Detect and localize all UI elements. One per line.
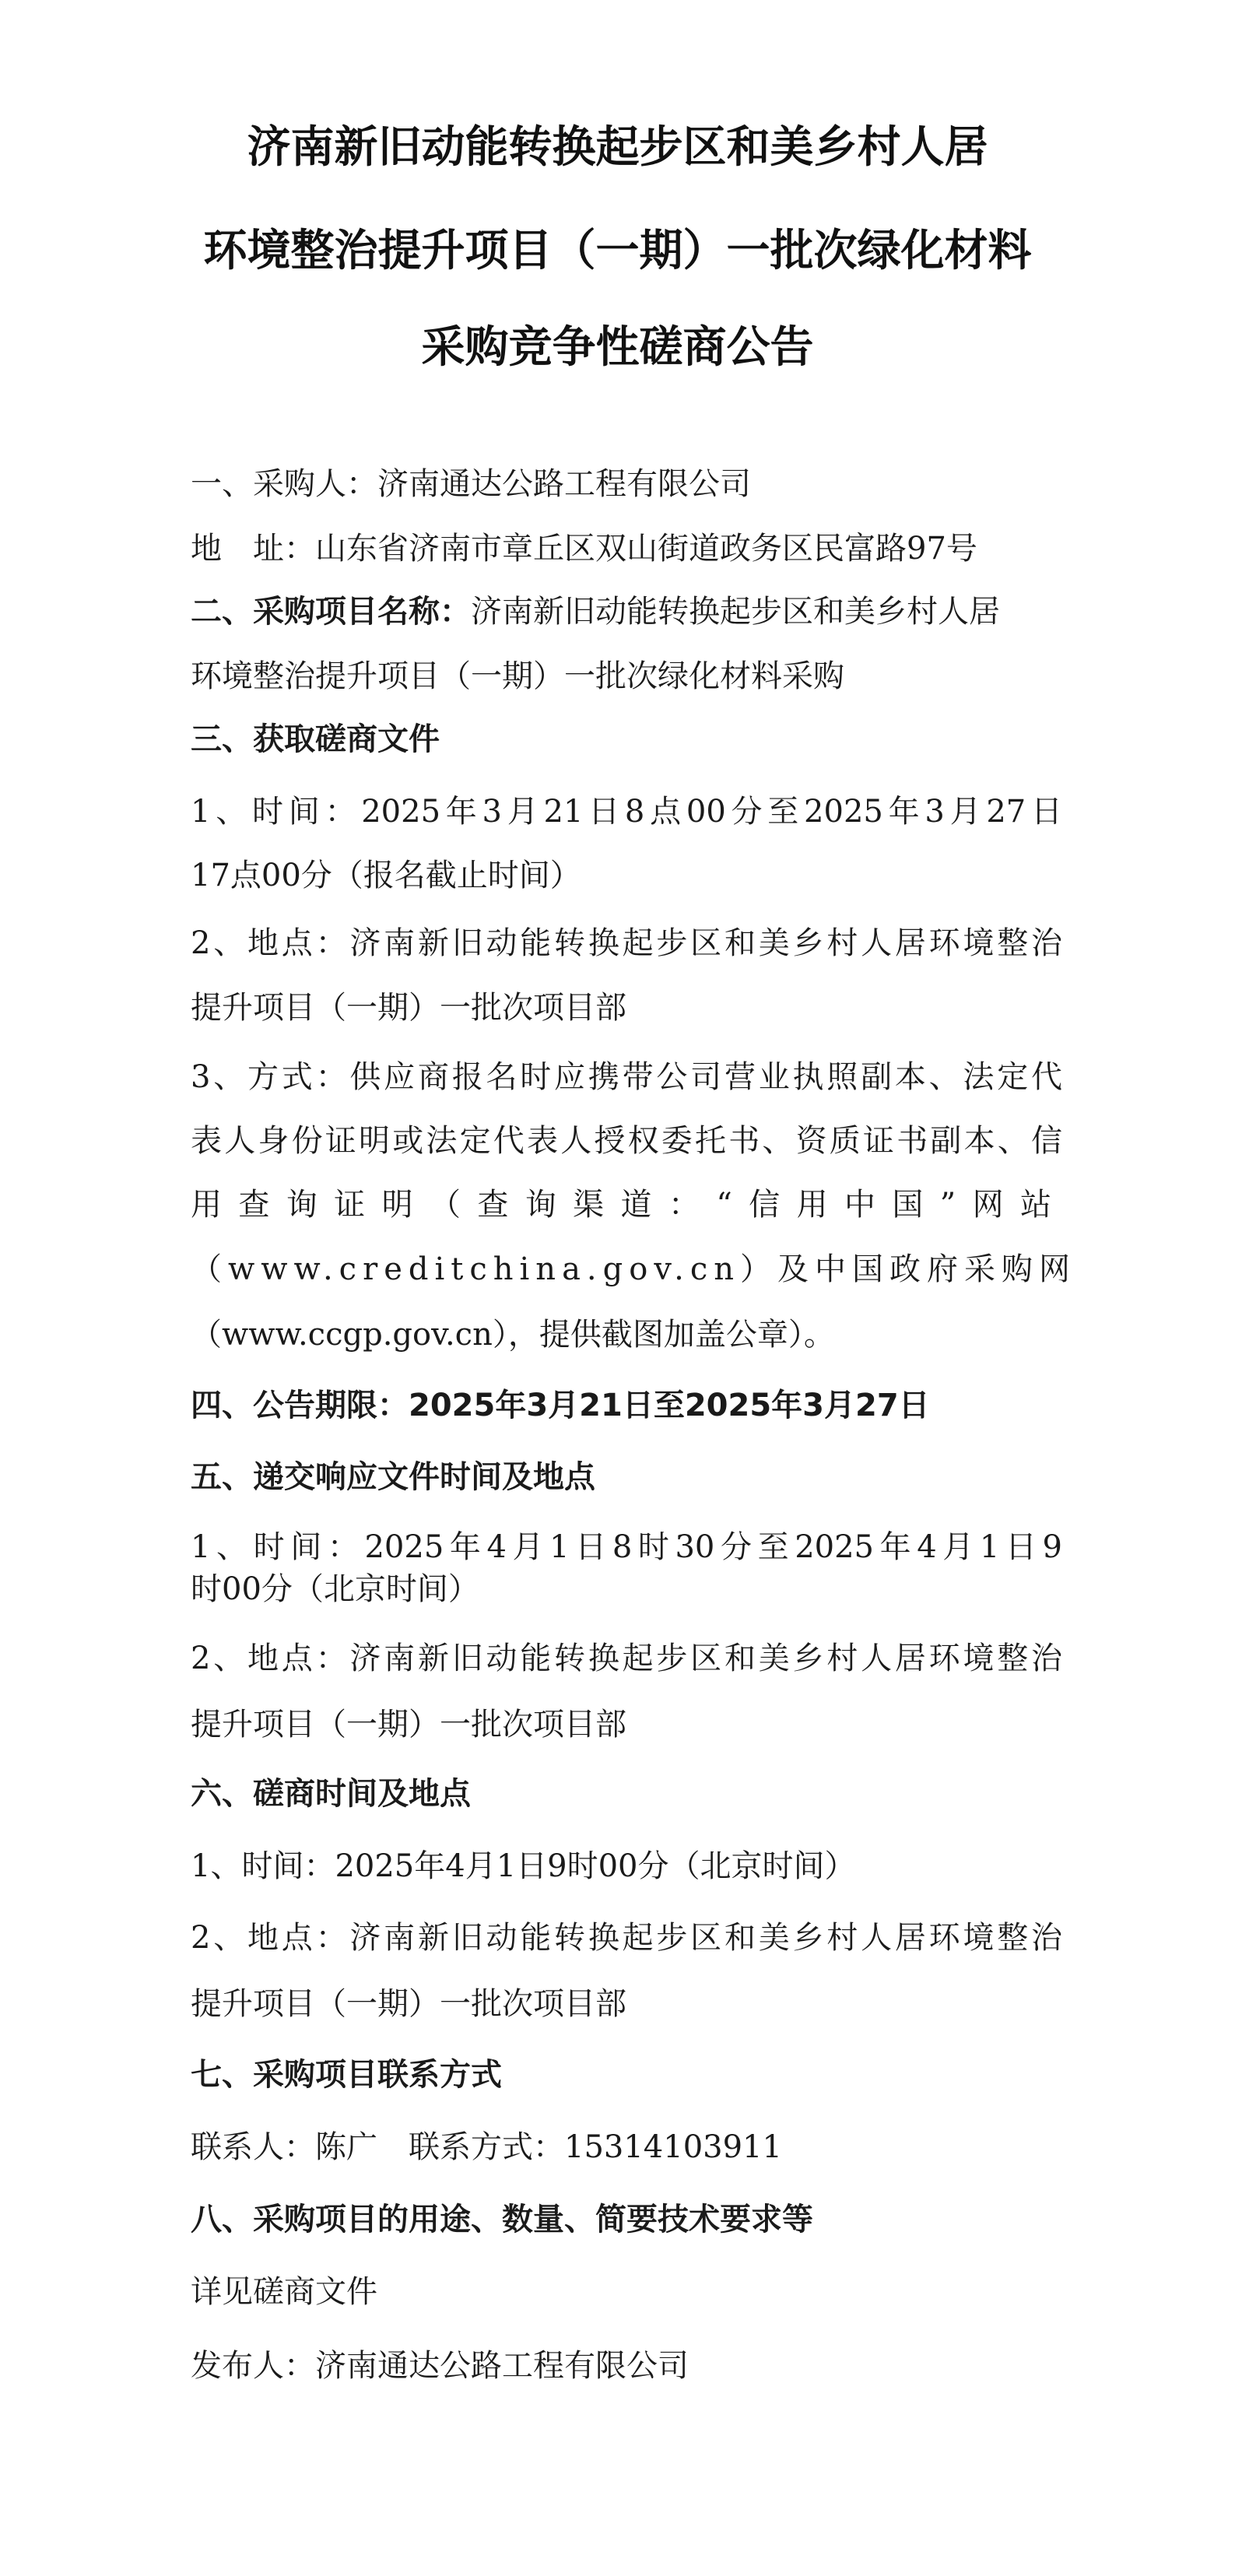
obtain-method-line-1: 3、方式：供应商报名时应携带公司营业执照副本、法定代 [191,1059,1062,1095]
section-submission-heading: 五、递交响应文件时间及地点 [191,1459,595,1495]
publisher-line: 发布人：济南通达公路工程有限公司 [191,2348,689,2384]
purchaser-line [191,462,1062,506]
section-requirements-heading: 八、采购项目的用途、数量、简要技术要求等 [191,2202,813,2237]
obtain-time-line-1: 1、时间：2025年3月21日8点00分至2025年3月27日 [191,794,1062,830]
obtain-method-line-4: （www.creditchina.gov.cn）及中国政府采购网 [191,1251,1077,1287]
section-negotiation-heading: 六、磋商时间及地点 [191,1776,471,1812]
obtain-place-line-2: 提升项目（一期）一批次项目部 [191,990,626,1026]
negotiation-place-line-2: 提升项目（一期）一批次项目部 [191,1986,626,2022]
notice-period-label: 四、公告期限： [191,1388,409,1423]
project-name-line-2: 环境整治提升项目（一期）一批次绿化材料采购 [191,658,844,694]
section-contact-heading: 七、采购项目联系方式 [191,2057,502,2093]
obtain-method-line-5: （www.ccgp.gov.cn），提供截图加盖公章）。 [191,1317,835,1353]
page-title-line-1: 济南新旧动能转换起步区和美乡村人居 [247,122,988,173]
purchaser-value: 济南通达公路工程有限公司 [377,466,751,502]
submission-time-line-1: 1、时间：2025年4月1日8时30分至2025年4月1日9 [191,1529,1062,1565]
page-title-line-3: 采购竞争性磋商公告 [421,322,814,373]
address-label: 地 址： [191,531,315,567]
notice-period-line [191,1384,1062,1427]
submission-place-line-2: 提升项目（一期）一批次项目部 [191,1707,626,1742]
contact-line: 联系人：陈广 联系方式：15314103911 [191,2129,782,2165]
section-obtain-docs-heading: 三、获取磋商文件 [191,721,440,757]
project-name-value-1: 济南新旧动能转换起步区和美乡村人居 [471,594,1000,630]
purchaser-label: 一、采购人： [191,466,377,502]
page-title-line-2: 环境整治提升项目（一期）一批次绿化材料 [203,226,1032,276]
notice-period-value: 2025年3月21日至2025年3月27日 [409,1388,930,1423]
submission-time-line-2: 时00分（北京时间） [191,1571,479,1607]
address-line [191,527,1062,570]
negotiation-place-line-1: 2、地点：济南新旧动能转换起步区和美乡村人居环境整治 [191,1920,1062,1956]
obtain-place-line-1: 2、地点：济南新旧动能转换起步区和美乡村人居环境整治 [191,925,1062,961]
requirements-value: 详见磋商文件 [191,2274,377,2310]
obtain-method-line-2: 表人身份证明或法定代表人授权委托书、资质证书副本、信 [191,1123,1062,1159]
obtain-time-line-2: 17点00分（报名截止时间） [191,858,581,893]
submission-place-line-1: 2、地点：济南新旧动能转换起步区和美乡村人居环境整治 [191,1641,1062,1676]
obtain-method-line-3: 用查询证明（查询渠道：“信用中国”网站 [191,1187,1062,1223]
project-name-line-1 [191,590,1062,633]
address-value: 山东省济南市章丘区双山街道政务区民富路97号 [315,531,977,567]
project-name-label: 二、采购项目名称： [191,594,471,630]
negotiation-time-line: 1、时间：2025年4月1日9时00分（北京时间） [191,1848,856,1884]
